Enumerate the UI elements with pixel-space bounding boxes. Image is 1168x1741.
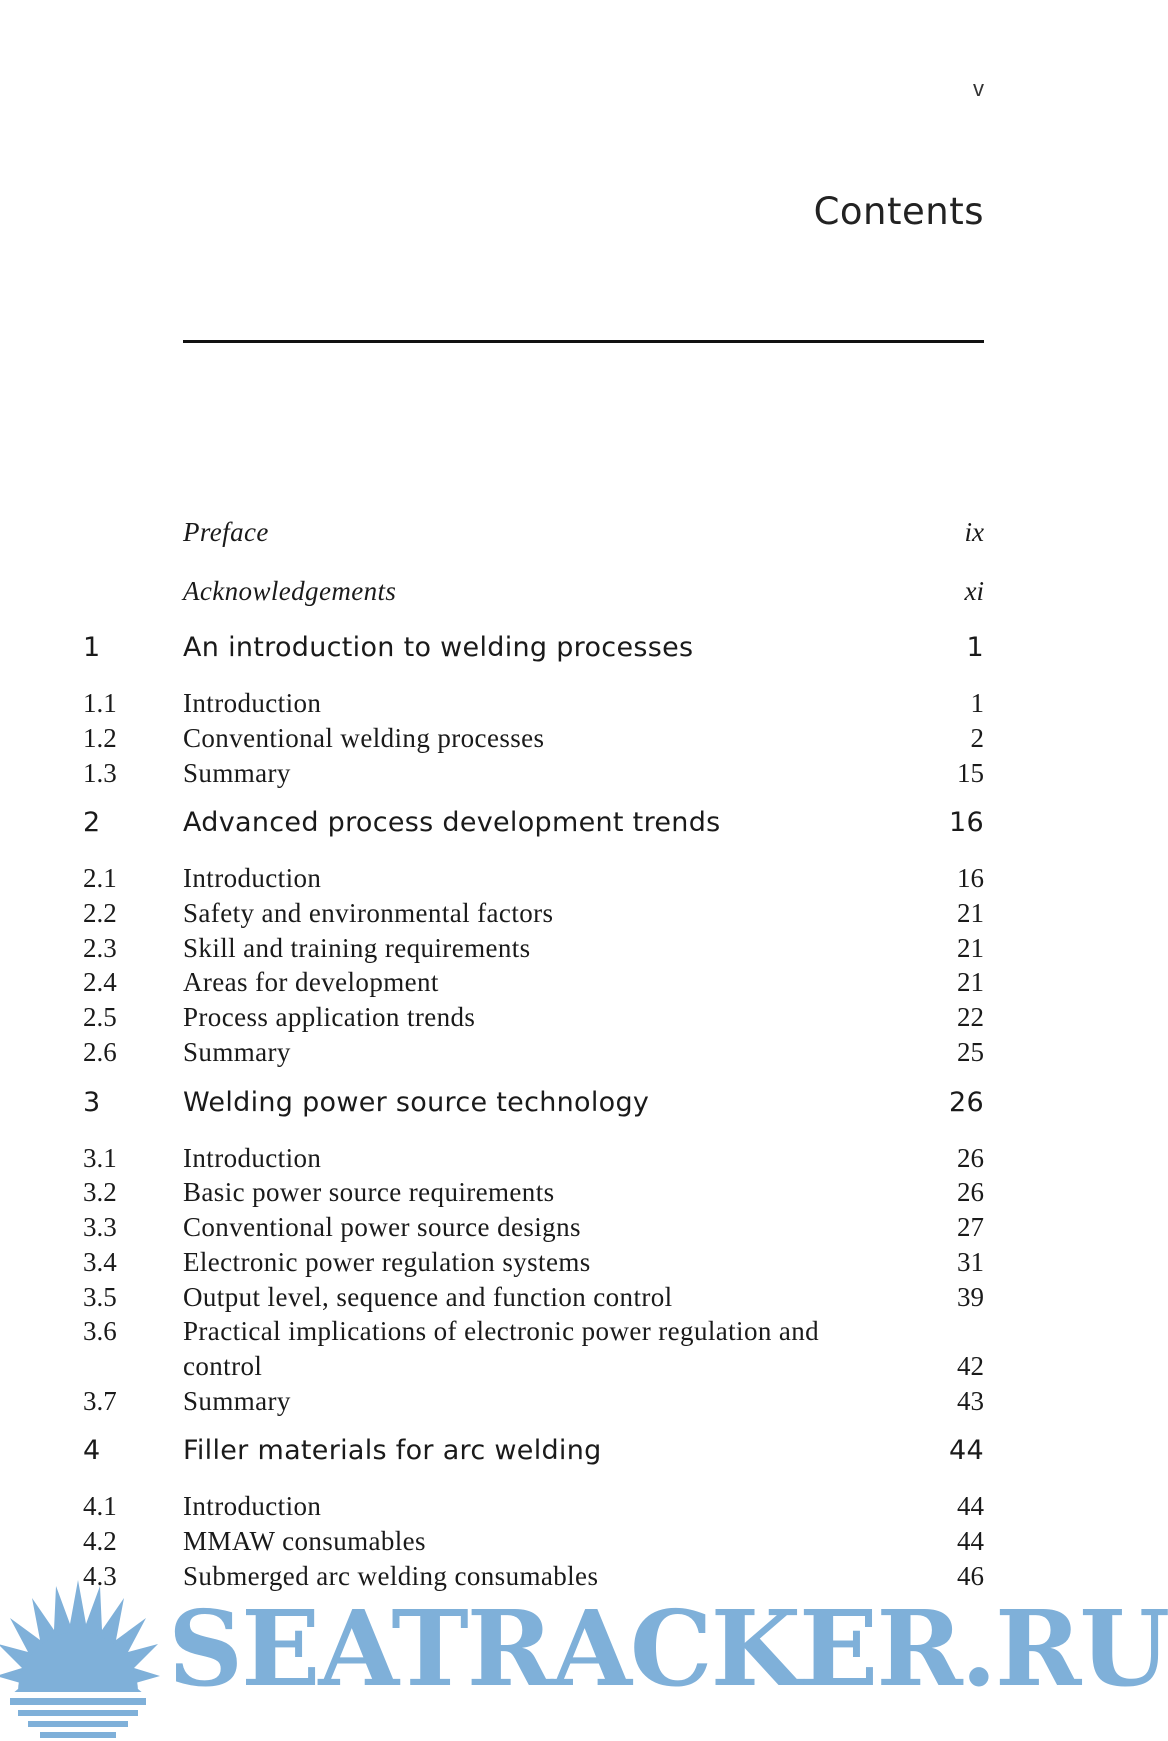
section-page: 26	[957, 1143, 984, 1173]
watermark-text: SEATRACKER.RU	[168, 1587, 1168, 1710]
section-number: 4.2	[83, 1526, 117, 1556]
toc-chapter-4[interactable]	[0, 1435, 1063, 1469]
toc-chapter-1[interactable]	[0, 632, 1063, 666]
section-title: MMAW consumables	[183, 1526, 426, 1556]
chapter-number: 1	[83, 632, 101, 663]
chapter-number: 3	[83, 1087, 101, 1118]
sun-burst-icon	[0, 1580, 160, 1741]
section-number: 3.3	[83, 1212, 117, 1242]
toc-chapter-2[interactable]	[0, 807, 1063, 841]
chapter-title: An introduction to welding processes	[183, 632, 694, 663]
section-number: 3.7	[83, 1386, 117, 1416]
section-number: 2.6	[83, 1037, 117, 1067]
section-number: 3.2	[83, 1177, 117, 1207]
section-number: 3.1	[83, 1143, 117, 1173]
toc-section[interactable]	[0, 967, 1063, 1001]
section-title: Summary	[183, 1386, 291, 1416]
toc-entry-page: xi	[964, 576, 984, 606]
chapter-page: 44	[949, 1435, 984, 1466]
toc-section[interactable]	[0, 758, 1063, 792]
section-page: 21	[957, 967, 984, 997]
section-number: 1.2	[83, 723, 117, 753]
section-title: Areas for development	[183, 967, 439, 997]
toc-entry-title: Preface	[183, 517, 269, 547]
toc-section[interactable]	[0, 1386, 1063, 1420]
page-title: Contents	[813, 190, 984, 233]
chapter-page: 1	[966, 632, 984, 663]
toc-section-continuation[interactable]	[0, 1351, 1063, 1385]
section-page: 44	[957, 1526, 984, 1556]
chapter-number: 4	[83, 1435, 101, 1466]
chapter-page: 16	[949, 807, 984, 838]
toc-section[interactable]	[0, 1177, 1063, 1211]
section-number: 3.4	[83, 1247, 117, 1277]
section-page: 42	[957, 1351, 984, 1381]
section-number: 2.3	[83, 933, 117, 963]
section-page: 21	[957, 933, 984, 963]
toc-section[interactable]	[0, 688, 1063, 722]
section-title: Basic power source requirements	[183, 1177, 555, 1207]
toc-section[interactable]	[0, 1316, 1063, 1350]
section-page: 26	[957, 1177, 984, 1207]
toc-section[interactable]	[0, 1037, 1063, 1071]
section-number: 3.6	[83, 1316, 117, 1346]
section-title: Summary	[183, 758, 291, 788]
section-page: 2	[970, 723, 984, 753]
section-page: 27	[957, 1212, 984, 1242]
section-page: 16	[957, 863, 984, 893]
toc-entry-page: ix	[964, 517, 984, 547]
toc-section[interactable]	[0, 1002, 1063, 1036]
section-page: 25	[957, 1037, 984, 1067]
chapter-title: Filler materials for arc welding	[183, 1435, 602, 1466]
section-title: Process application trends	[183, 1002, 476, 1032]
toc-section[interactable]	[0, 1247, 1063, 1281]
section-page: 1	[970, 688, 984, 718]
toc-section[interactable]	[0, 1212, 1063, 1246]
section-title: Conventional power source designs	[183, 1212, 581, 1242]
toc-entry-title: Acknowledgements	[183, 576, 397, 606]
section-page: 22	[957, 1002, 984, 1032]
section-title: Skill and training requirements	[183, 933, 531, 963]
chapter-number: 2	[83, 807, 101, 838]
section-page: 21	[957, 898, 984, 928]
section-title: Introduction	[183, 863, 322, 893]
section-title-continuation: control	[183, 1351, 263, 1381]
section-page: 39	[957, 1282, 984, 1312]
chapter-page: 26	[949, 1087, 984, 1118]
section-number: 2.5	[83, 1002, 117, 1032]
section-number: 4.3	[83, 1561, 117, 1591]
section-title: Introduction	[183, 1143, 322, 1173]
section-title: Output level, sequence and function control	[183, 1282, 673, 1312]
section-page: 31	[957, 1247, 984, 1277]
section-page: 46	[957, 1561, 984, 1591]
toc-section[interactable]	[0, 1491, 1063, 1525]
section-title: Introduction	[183, 1491, 322, 1521]
page-number: v	[973, 76, 984, 101]
toc-section[interactable]	[0, 933, 1063, 967]
section-number: 1.1	[83, 688, 117, 718]
chapter-title: Advanced process development trends	[183, 807, 721, 838]
section-title: Summary	[183, 1037, 291, 1067]
section-page: 44	[957, 1491, 984, 1521]
toc-entry-preface[interactable]	[0, 517, 1063, 551]
divider	[183, 340, 984, 343]
section-title: Submerged arc welding consumables	[183, 1561, 599, 1591]
section-number: 3.5	[83, 1282, 117, 1312]
section-number: 2.2	[83, 898, 117, 928]
section-number: 1.3	[83, 758, 117, 788]
section-title: Introduction	[183, 688, 322, 718]
section-title: Conventional welding processes	[183, 723, 545, 753]
toc-chapter-3[interactable]	[0, 1087, 1063, 1121]
toc-section[interactable]	[0, 863, 1063, 897]
section-number: 2.4	[83, 967, 117, 997]
section-title: Practical implications of electronic power regulation and	[183, 1316, 820, 1346]
toc-section[interactable]	[0, 723, 1063, 757]
section-number: 2.1	[83, 863, 117, 893]
toc-section[interactable]	[0, 1282, 1063, 1316]
chapter-title: Welding power source technology	[183, 1087, 650, 1118]
section-number: 4.1	[83, 1491, 117, 1521]
toc-section[interactable]	[0, 898, 1063, 932]
toc-entry-acknowledgements[interactable]	[0, 576, 1063, 610]
section-page: 15	[957, 758, 984, 788]
toc-section[interactable]	[0, 1143, 1063, 1177]
toc-section[interactable]	[0, 1526, 1063, 1560]
section-title: Electronic power regulation systems	[183, 1247, 591, 1277]
section-page: 43	[957, 1386, 984, 1416]
section-title: Safety and environmental factors	[183, 898, 554, 928]
